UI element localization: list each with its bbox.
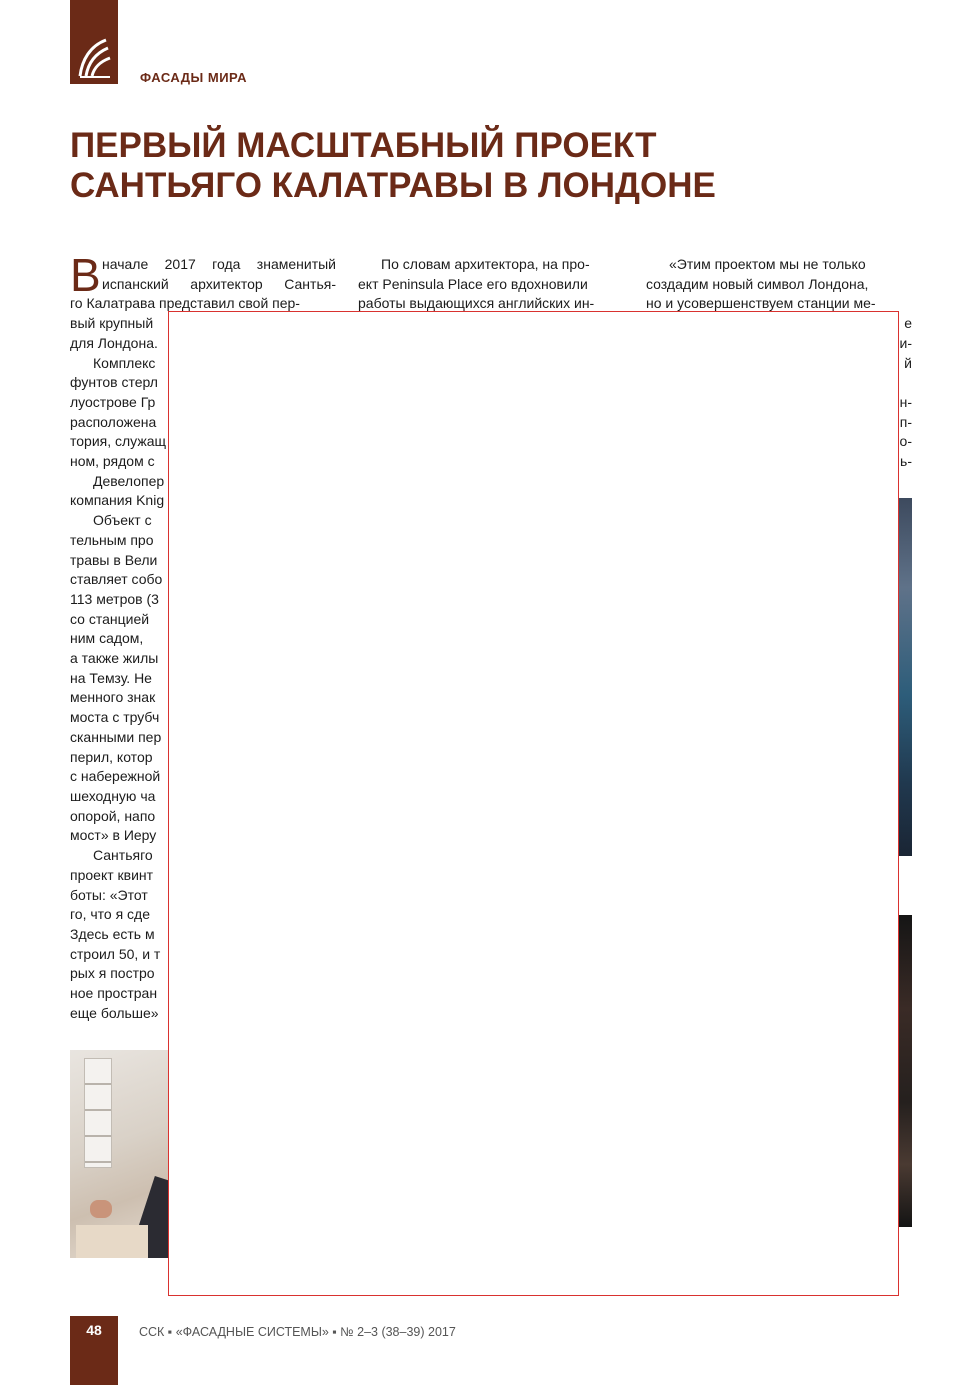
text-line: ект Peninsula Place его вдохновили	[358, 275, 588, 292]
text-line: тория, служащ	[70, 433, 167, 450]
section-label: ФАСАДЫ МИРА	[140, 70, 247, 85]
page-number-box	[70, 1316, 118, 1385]
text-line: Объект с	[93, 512, 152, 529]
text-line: луострове Гр	[70, 393, 156, 410]
text-line-fragment: о-	[899, 433, 912, 450]
model-base-image-part	[76, 1225, 148, 1258]
text-line: проект квинт	[70, 866, 154, 883]
text-line: боты: «Этот	[70, 886, 148, 903]
text-line-fragment: и-	[899, 334, 912, 351]
text-line: а также жилы	[70, 650, 159, 667]
text-line: Здесь есть м	[70, 925, 155, 942]
text-line: для Лондона.	[70, 334, 158, 351]
text-line: создадим новый символ Лондона,	[646, 275, 869, 292]
text-line: го, что я сде	[70, 906, 151, 923]
text-line: Сантьяго	[93, 847, 153, 864]
text-line: 113 метров (3	[70, 590, 159, 607]
text-line-fragment: е	[904, 315, 912, 332]
text-line-fragment: ь-	[900, 453, 912, 470]
text-line: ставляет собо	[70, 571, 163, 588]
text-line: моста с трубч	[70, 709, 160, 726]
text-line: перил, котор	[70, 748, 153, 765]
text-line: мост» в Иеру	[70, 827, 157, 844]
text-line: фунтов стерл	[70, 374, 158, 391]
text-line: на Темзу. Не	[70, 669, 152, 686]
magazine-logo	[70, 0, 118, 84]
text-line: начале 2017 года знаменитый	[102, 256, 336, 272]
text-line: еще больше»	[70, 1004, 159, 1021]
text-line: строил 50, и т	[70, 945, 161, 962]
text-line-fragment: п-	[899, 413, 912, 430]
text-line: ним садом,	[70, 630, 144, 647]
text-line: тельным про	[70, 531, 154, 548]
text-line: с набережной	[70, 768, 161, 785]
hand-image-part	[90, 1200, 112, 1218]
shelf-image-part	[84, 1058, 112, 1168]
text-line: со станцией	[70, 610, 150, 627]
text-line: испанский архитектор Сантья-	[102, 275, 336, 292]
text-line: Девелопер	[93, 472, 165, 489]
text-line: По словам архитектора, на про-	[381, 256, 590, 272]
article-column-2	[358, 255, 626, 314]
text-line: «Этим проектом мы не только	[669, 256, 866, 272]
text-line: шеходную ча	[70, 787, 156, 804]
title-line-2: САНТЬЯГО КАЛАТРАВЫ В ЛОНДОНЕ	[70, 166, 716, 205]
drop-cap: В	[70, 249, 101, 301]
text-line: опорой, напо	[70, 807, 156, 824]
text-line: вый крупный	[70, 315, 154, 332]
text-line: го Калатрава представил свой пер-	[70, 295, 300, 312]
text-line: компания Knig	[70, 492, 165, 509]
city-photo-night	[897, 915, 912, 1227]
text-line: ном, рядом с	[70, 453, 155, 470]
text-line: но и усовершенствуем станции ме-	[646, 295, 876, 312]
article-title	[70, 126, 870, 206]
page-number: 48	[86, 1322, 102, 1338]
city-photo-day	[897, 498, 912, 856]
text-line-fragment: й	[904, 354, 912, 371]
publication-footer: ССК ▪ «ФАСАДНЫЕ СИСТЕМЫ» ▪ № 2–3 (38–39) 2017	[139, 1325, 456, 1339]
architect-photo	[70, 1050, 170, 1258]
facade-logo-icon	[76, 36, 112, 80]
text-line: расположена	[70, 413, 157, 430]
blank-overlay-frame	[168, 311, 899, 1296]
text-line: Комплекс	[93, 354, 156, 371]
text-line: ное простран	[70, 985, 158, 1002]
text-line: менного знак	[70, 689, 156, 706]
title-line-1: ПЕРВЫЙ МАСШТАБНЫЙ ПРОЕКТ	[70, 126, 657, 165]
text-line: работы выдающихся английских ин-	[358, 295, 595, 312]
text-line: сканными пер	[70, 728, 162, 745]
text-line-fragment: н-	[899, 393, 912, 410]
text-line: травы в Вели	[70, 551, 158, 568]
text-line: рых я постро	[70, 965, 155, 982]
